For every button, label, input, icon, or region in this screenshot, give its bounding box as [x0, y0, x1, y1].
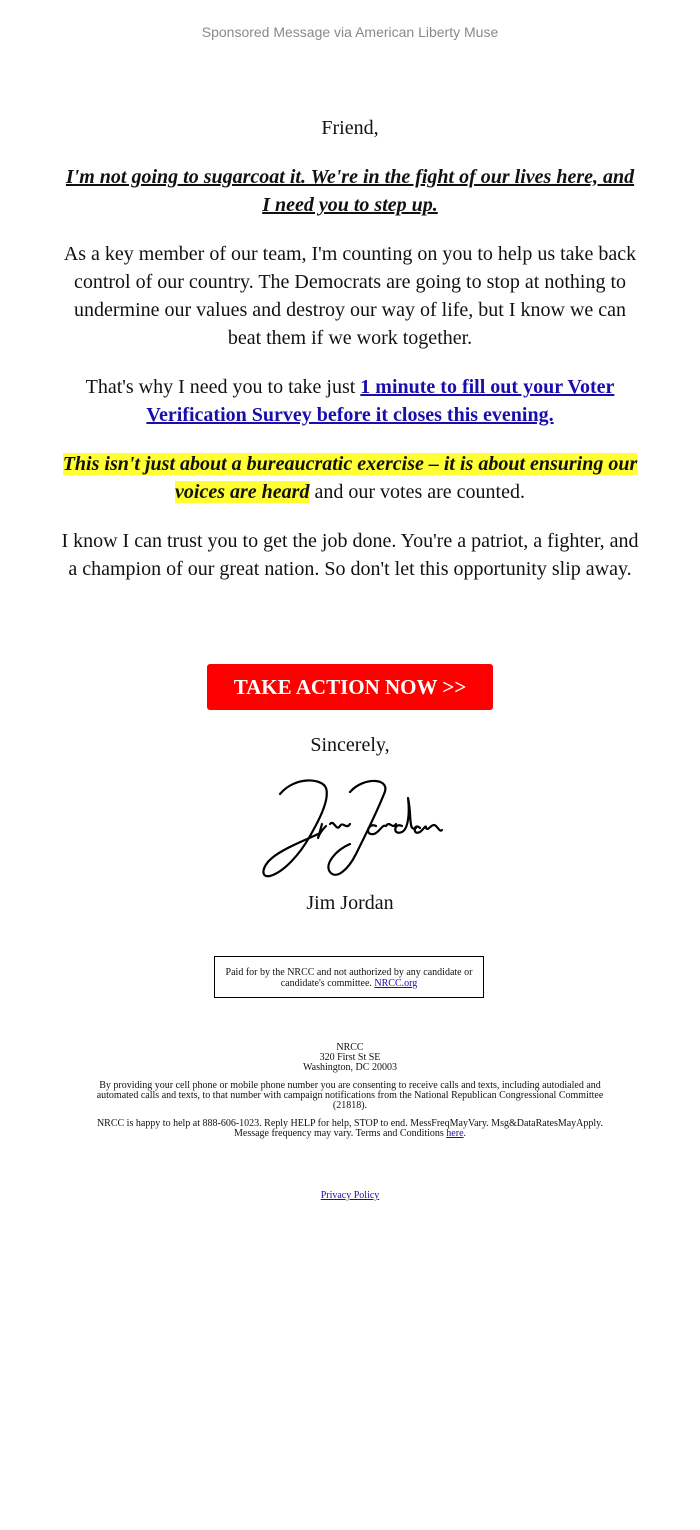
lead-statement: I'm not going to sugarcoat it. We're in the fight of our lives here, and I need you to step up. — [65, 166, 635, 216]
help-text — [95, 1119, 605, 1139]
signature-label: Jim Jordan — [260, 774, 265, 775]
para2-text: That's why I need you to take just — [85, 376, 361, 398]
address-line-1: 320 First St SE — [319, 1052, 381, 1063]
address-line-2: Washington, DC 20003 — [303, 1062, 397, 1073]
terms-link[interactable]: here — [446, 1128, 464, 1139]
footer — [95, 1043, 605, 1147]
para3-text: and our votes are counted. — [309, 481, 525, 503]
body-paragraph-1: As a key member of our team, I'm counting on you to help us take back control of our country. The Democrats are going to stop at nothing to undermine our values and destroy our way of life, but I know we can beat them if we work together. — [63, 243, 637, 349]
paid-for-disclaimer — [214, 956, 484, 998]
highlighted-text: This isn't just about a bureaucratic exercise – it is about ensuring our voices are heard — [62, 453, 638, 503]
privacy-policy-link[interactable]: Privacy Policy — [320, 1190, 380, 1201]
disclaimer-text: Paid for by the NRCC and not authorized by any candidate or candidate's committee. — [225, 967, 473, 989]
sponsor-notice: Sponsored Message via American Liberty Muse — [201, 24, 499, 40]
signer-name: Jim Jordan — [306, 892, 394, 914]
email-body — [60, 114, 640, 604]
closing: Sincerely, — [310, 734, 390, 756]
nrcc-link[interactable]: NRCC.org — [374, 978, 418, 989]
privacy-section — [0, 1190, 700, 1201]
take-action-button[interactable]: TAKE ACTION NOW >> — [207, 664, 493, 710]
body-paragraph-3 — [60, 450, 640, 506]
org-name: NRCC — [336, 1042, 364, 1053]
body-paragraph-4: I know I can trust you to get the job done. You're a patriot, a fighter, and a champion of our great nation. So don't let this opportunity slip away. — [61, 530, 639, 580]
footer-address — [95, 1043, 605, 1073]
help-copy: NRCC is happy to help at 888-606-1023. Reply HELP for help, STOP to end. MessFreqMayVary. Msg&DataRatesMayApply. Message frequency may vary. Terms and Conditions — [96, 1118, 604, 1139]
terms-end: . — [463, 1128, 467, 1139]
body-paragraph-2 — [60, 373, 640, 429]
greeting: Friend, — [321, 117, 379, 139]
survey-link[interactable]: 1 minute to fill out your Voter Verification Survey before it closes this evening. — [146, 376, 615, 426]
signature-image — [260, 774, 445, 884]
cta-container — [0, 664, 700, 710]
consent-text: By providing your cell phone or mobile phone number you are consenting to receive calls and texts, including autodialed and automated calls and texts, to that number with campaign notifications from the National Republican Congressional Committee (21818). — [96, 1080, 604, 1111]
